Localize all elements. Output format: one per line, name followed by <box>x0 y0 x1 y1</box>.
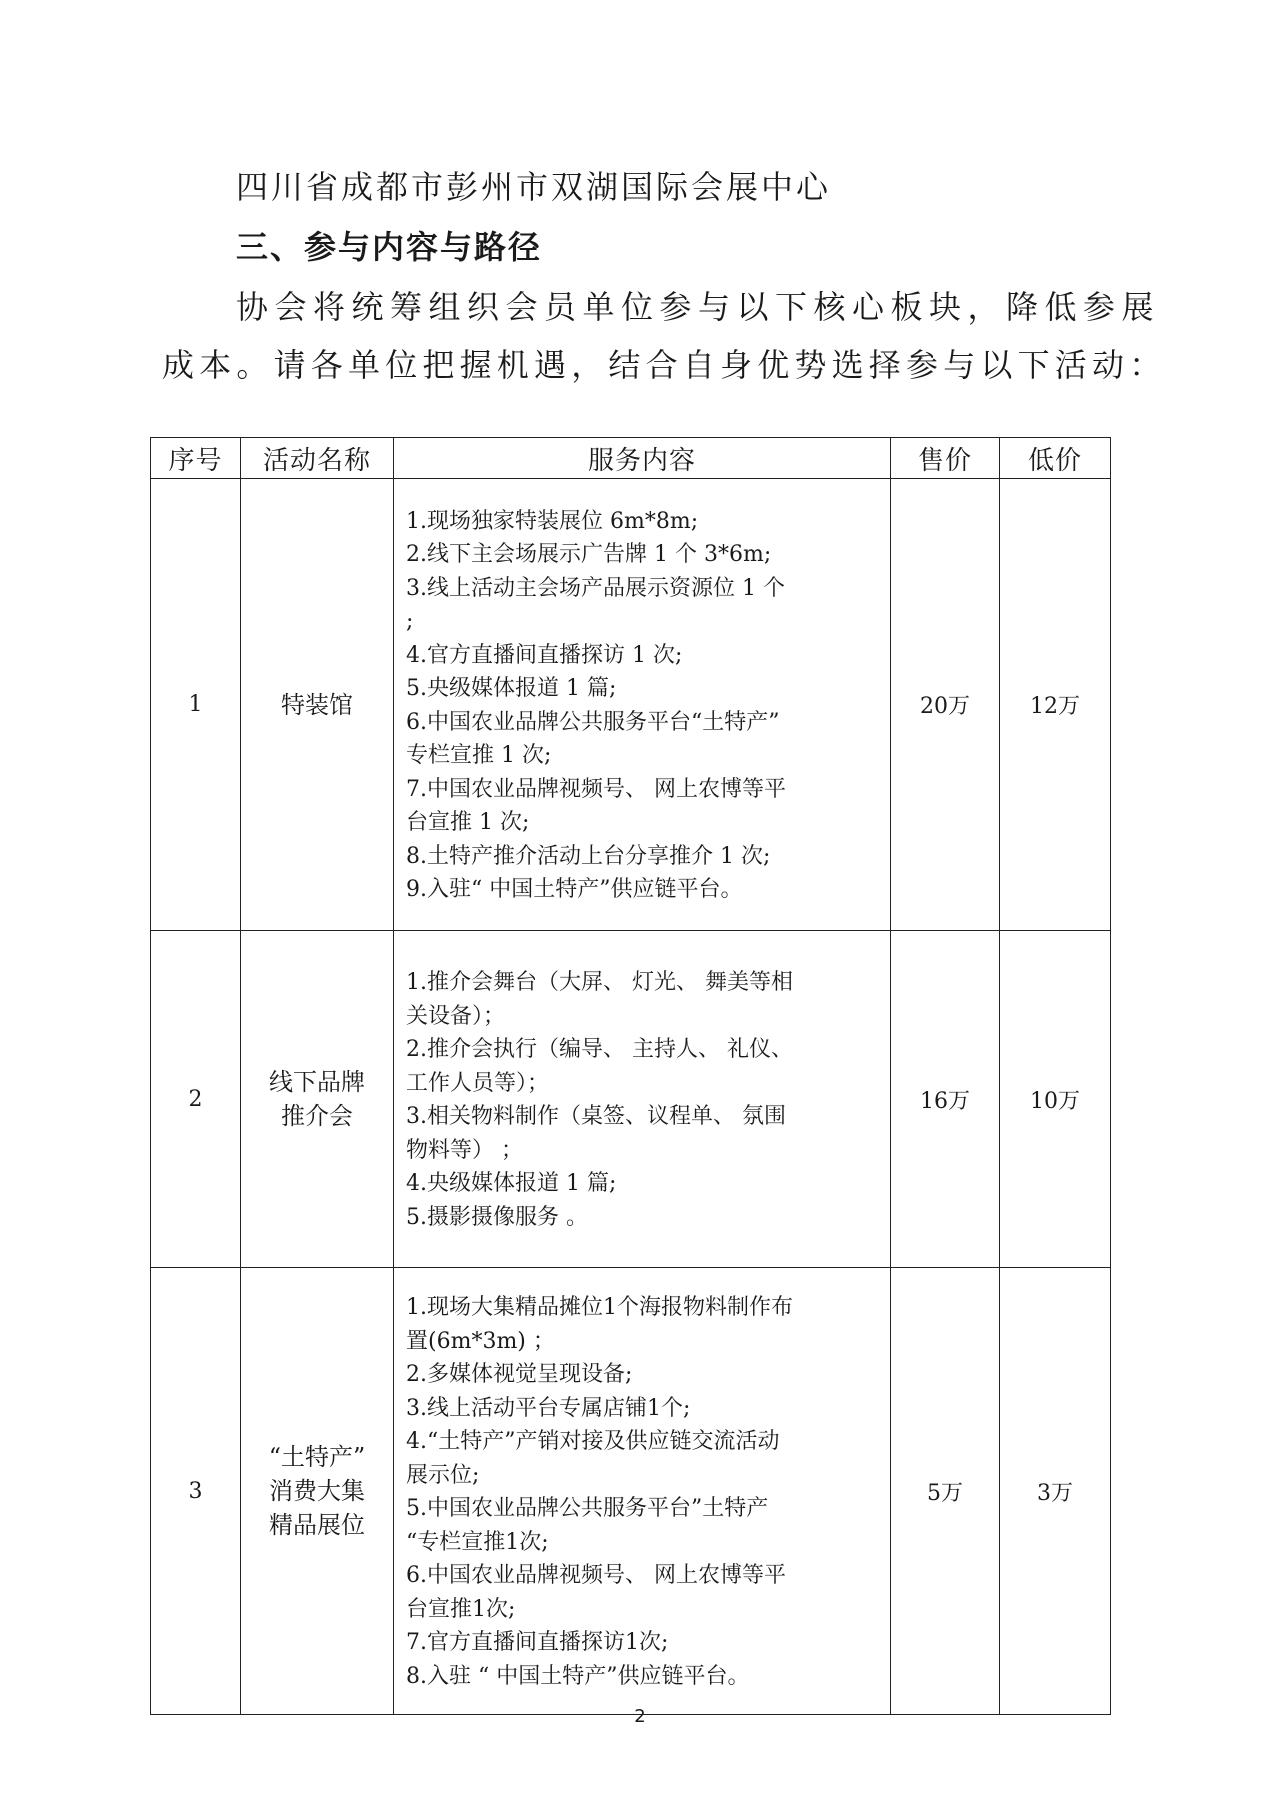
service-content-line: “专栏宣推1次; <box>406 1529 549 1555</box>
row-number: 1 <box>151 479 241 931</box>
header-name: 活动名称 <box>241 438 394 479</box>
service-content-line: 7.中国农业品牌视频号、 网上农博等平 <box>406 776 786 802</box>
service-content-line: 6.中国农业品牌公共服务平台“土特产” <box>406 709 780 735</box>
service-content-line: 3.线上活动主会场产品展示资源位 1 个 <box>406 575 785 601</box>
activity-name <box>241 1268 394 1715</box>
service-content-line: 5.摄影摄像服务 。 <box>406 1204 588 1230</box>
service-content-line: 台宣推1次; <box>406 1596 516 1622</box>
service-content-line: 5.央级媒体报道 1 篇; <box>406 676 617 701</box>
table-row <box>151 479 1111 931</box>
service-content-line: 3.相关物料制作（桌签、议程单、 氛围 <box>406 1104 786 1129</box>
row-number: 2 <box>151 931 241 1268</box>
service-content-line: 6.中国农业品牌视频号、 网上农博等平 <box>406 1563 786 1588</box>
service-content-line: 物料等） ； <box>406 1137 523 1163</box>
activity-name-line: 线下品牌 <box>269 1068 365 1096</box>
service-table <box>150 437 1111 1715</box>
service-content-line: 2.多媒体视觉呈现设备; <box>406 1362 633 1387</box>
service-content-line: 5.中国农业品牌公共服务平台”土特产 <box>406 1496 769 1521</box>
intro-line-1: 协会将统筹组织会员单位参与以下核心板块，降低参展 <box>236 288 1161 326</box>
service-content-line: 8.入驻 “ 中国土特产”供应链平台。 <box>406 1663 750 1689</box>
activity-name-line: “土特产” <box>268 1443 366 1471</box>
activity-name-line: 消费大集 <box>269 1477 365 1505</box>
service-content <box>394 931 891 1268</box>
low-price: 10万 <box>1000 931 1111 1268</box>
service-content <box>394 479 891 931</box>
header-price: 售价 <box>891 438 1000 479</box>
service-content-line: 1.现场大集精品摊位1个海报物料制作布 <box>406 1295 793 1320</box>
service-content-line: 工作人员等）； <box>406 1070 550 1096</box>
activity-name <box>241 479 394 931</box>
service-content-line: 展示位; <box>406 1462 480 1488</box>
low-price: 3万 <box>1000 1268 1111 1715</box>
service-content-line: 1.推介会舞台（大屏、 灯光、 舞美等相 <box>406 970 793 995</box>
service-content-line: 1.现场独家特装展位 6m*8m; <box>406 508 699 534</box>
page-number: 2 <box>634 1706 646 1727</box>
section-heading: 三、参与内容与路径 <box>236 228 543 266</box>
activity-name-line: 精品展位 <box>269 1511 365 1539</box>
table-header-row <box>151 438 1111 479</box>
service-content-line: 台宣推 1 次; <box>406 810 530 835</box>
service-content <box>394 1268 891 1715</box>
service-content-line: 关设备）； <box>406 1003 506 1029</box>
service-content-line: 专栏宣推 1 次; <box>406 743 552 768</box>
price: 20万 <box>891 479 1000 931</box>
low-price: 12万 <box>1000 479 1111 931</box>
service-content-line: 3.线上活动平台专属店铺1个; <box>406 1395 691 1421</box>
service-content-line: 2.推介会执行（编导、 主持人、 礼仪、 <box>406 1037 793 1062</box>
service-content-line: ; <box>406 609 414 634</box>
activity-name-line: 推介会 <box>281 1102 353 1130</box>
service-content-line: 7.官方直播间直播探访1次; <box>406 1630 669 1655</box>
price: 5万 <box>891 1268 1000 1715</box>
address-line: 四川省成都市彭州市双湖国际会展中心 <box>236 168 832 206</box>
header-low-price: 低价 <box>1000 438 1111 479</box>
service-content-line: 4.“土特产”产销对接及供应链交流活动 <box>406 1429 780 1454</box>
service-content-line: 2.线下主会场展示广告牌 1 个 3*6m; <box>406 542 772 567</box>
activity-name <box>241 931 394 1268</box>
service-content-line: 9.入驻“ 中国土特产”供应链平台。 <box>406 877 743 902</box>
activity-name-line: 特装馆 <box>281 690 353 719</box>
service-content-line: 4.央级媒体报道 1 篇; <box>406 1171 617 1196</box>
service-content-line: 置(6m*3m) ； <box>406 1328 555 1354</box>
header-num: 序号 <box>151 438 241 479</box>
service-content-line: 8.土特产推介活动上台分享推介 1 次; <box>406 843 771 869</box>
table-row <box>151 1268 1111 1715</box>
row-number: 3 <box>151 1268 241 1715</box>
table-row <box>151 931 1111 1268</box>
header-content: 服务内容 <box>394 438 891 479</box>
service-content-line: 4.官方直播间直播探访 1 次; <box>406 642 683 668</box>
intro-line-2: 成本。请各单位把握机遇，结合自身优势选择参与以下活动： <box>162 346 1167 384</box>
price: 16万 <box>891 931 1000 1268</box>
